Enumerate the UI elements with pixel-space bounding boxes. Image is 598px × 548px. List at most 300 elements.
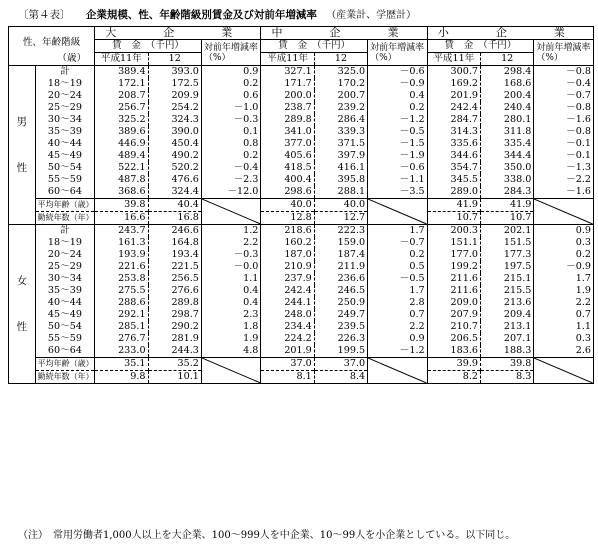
small-wage-curr: 202.1 xyxy=(481,225,534,238)
medium-wage-curr: 288.1 xyxy=(314,186,367,199)
small-wage-prev: 209.0 xyxy=(427,297,480,309)
group-header-large: 大 企 業 xyxy=(95,27,261,40)
small-wage-prev: 200.3 xyxy=(427,225,480,238)
small-value-prev: 8.2 xyxy=(427,371,480,384)
small-wage-prev: 211.6 xyxy=(427,273,480,285)
medium-rate-na xyxy=(368,199,428,225)
small-rate: －1.6 xyxy=(534,186,594,199)
table-row xyxy=(9,333,594,345)
large-wage-curr: 476.6 xyxy=(148,174,201,186)
medium-wage-prev: 400.4 xyxy=(261,174,314,186)
small-wage-curr: 350.0 xyxy=(481,162,534,174)
large-value-curr: 40.4 xyxy=(148,199,201,212)
age-label: 40～44 xyxy=(35,138,95,150)
year-prev-small: 平成11年 xyxy=(427,53,480,66)
large-wage-prev: 221.6 xyxy=(95,261,148,273)
diagonal-line xyxy=(368,199,427,224)
large-wage-prev: 325.2 xyxy=(95,114,148,126)
large-wage-prev: 172.1 xyxy=(95,78,148,90)
medium-wage-prev: 377.0 xyxy=(261,138,314,150)
large-value-prev: 16.6 xyxy=(95,212,148,225)
large-rate: －12.0 xyxy=(201,186,261,199)
medium-wage-curr: 170.2 xyxy=(314,78,367,90)
medium-wage-curr: 187.4 xyxy=(314,249,367,261)
wage-header-small: 賃 金 （千円） xyxy=(427,40,534,53)
table-row xyxy=(9,186,594,199)
small-wage-prev: 151.1 xyxy=(427,237,480,249)
large-wage-prev: 489.4 xyxy=(95,150,148,162)
small-value-prev: 10.7 xyxy=(427,212,480,225)
medium-rate: 1.7 xyxy=(368,285,428,297)
medium-value-curr: 12.7 xyxy=(314,212,367,225)
large-rate: －2.3 xyxy=(201,174,261,186)
medium-rate: 0.9 xyxy=(368,333,428,345)
medium-rate: －0.6 xyxy=(368,66,428,79)
large-rate: 1.1 xyxy=(201,273,261,285)
large-wage-curr: 324.3 xyxy=(148,114,201,126)
table-row xyxy=(9,225,594,238)
table-row xyxy=(9,285,594,297)
avg-tenure-label: 勤続年数（年） xyxy=(35,212,95,225)
age-label: 18～19 xyxy=(35,237,95,249)
small-wage-prev: 300.7 xyxy=(427,66,480,79)
table-caption xyxy=(18,6,416,22)
medium-rate: 0.7 xyxy=(368,309,428,321)
small-value-prev: 41.9 xyxy=(427,199,480,212)
age-label: 55～59 xyxy=(35,174,95,186)
large-wage-prev: 389.4 xyxy=(95,66,148,79)
large-value-prev: 35.1 xyxy=(95,358,148,371)
age-label: 45～49 xyxy=(35,309,95,321)
age-label: 30～34 xyxy=(35,273,95,285)
age-label: 45～49 xyxy=(35,150,95,162)
medium-wage-curr: 325.0 xyxy=(314,66,367,79)
large-wage-curr: 256.5 xyxy=(148,273,201,285)
medium-rate: －1.5 xyxy=(368,138,428,150)
large-wage-curr: 490.2 xyxy=(148,150,201,162)
table-title: 企業規模、性、年齢階級別賃金及び対前年増減率 xyxy=(85,9,317,21)
small-rate-na xyxy=(534,358,594,384)
medium-rate: －0.5 xyxy=(368,126,428,138)
small-rate: 0.9 xyxy=(534,225,594,238)
table-row xyxy=(9,66,594,79)
large-wage-curr: 298.7 xyxy=(148,309,201,321)
small-rate: －0.1 xyxy=(534,138,594,150)
small-rate: 1.1 xyxy=(534,321,594,333)
age-label: 25～29 xyxy=(35,261,95,273)
section-label-top: 男 xyxy=(16,116,28,128)
medium-wage-curr: 159.0 xyxy=(314,237,367,249)
large-wage-prev: 161.3 xyxy=(95,237,148,249)
small-wage-curr: 280.1 xyxy=(481,114,534,126)
avg-age-row xyxy=(9,358,594,371)
large-wage-prev: 487.8 xyxy=(95,174,148,186)
large-rate: 0.1 xyxy=(201,126,261,138)
large-rate-na xyxy=(201,199,261,225)
section-female xyxy=(9,225,594,384)
small-wage-prev: 314.3 xyxy=(427,126,480,138)
small-rate: 0.3 xyxy=(534,333,594,345)
large-value-curr: 16.8 xyxy=(148,212,201,225)
large-wage-curr: 390.0 xyxy=(148,126,201,138)
large-wage-prev: 208.7 xyxy=(95,90,148,102)
medium-wage-curr: 239.2 xyxy=(314,102,367,114)
small-wage-curr: 344.4 xyxy=(481,150,534,162)
large-wage-curr: 520.2 xyxy=(148,162,201,174)
medium-wage-prev: 405.6 xyxy=(261,150,314,162)
small-rate: －0.1 xyxy=(534,150,594,162)
small-rate-na xyxy=(534,199,594,225)
small-wage-curr: 177.3 xyxy=(481,249,534,261)
medium-rate: －0.5 xyxy=(368,273,428,285)
group-header-small: 小 企 業 xyxy=(427,27,593,40)
table-row xyxy=(9,261,594,273)
table-row xyxy=(9,102,594,114)
medium-wage-prev: 200.0 xyxy=(261,90,314,102)
medium-wage-curr: 250.9 xyxy=(314,297,367,309)
large-wage-curr: 193.4 xyxy=(148,249,201,261)
small-wage-prev: 345.5 xyxy=(427,174,480,186)
large-rate: 1.8 xyxy=(201,321,261,333)
small-wage-prev: 177.0 xyxy=(427,249,480,261)
medium-rate: 1.7 xyxy=(368,225,428,238)
age-label: 50～54 xyxy=(35,321,95,333)
large-wage-prev: 276.7 xyxy=(95,333,148,345)
small-rate: 2.6 xyxy=(534,345,594,358)
small-wage-curr: 240.4 xyxy=(481,102,534,114)
large-wage-curr: 172.5 xyxy=(148,78,201,90)
large-wage-curr: 290.2 xyxy=(148,321,201,333)
age-label: 計 xyxy=(35,66,95,79)
small-wage-prev: 354.7 xyxy=(427,162,480,174)
medium-rate-na xyxy=(368,358,428,384)
avg-tenure-label: 勤続年数（年） xyxy=(35,371,95,384)
large-value-prev: 9.8 xyxy=(95,371,148,384)
large-value-curr: 35.2 xyxy=(148,358,201,371)
table-row xyxy=(9,249,594,261)
medium-wage-curr: 236.6 xyxy=(314,273,367,285)
diagonal-line xyxy=(202,199,261,224)
large-rate: 2.3 xyxy=(201,309,261,321)
large-wage-curr: 324.4 xyxy=(148,186,201,199)
small-wage-curr: 338.0 xyxy=(481,174,534,186)
medium-rate: －1.1 xyxy=(368,174,428,186)
small-rate: －0.8 xyxy=(534,66,594,79)
medium-wage-curr: 395.8 xyxy=(314,174,367,186)
small-wage-curr: 188.3 xyxy=(481,345,534,358)
age-label: 55～59 xyxy=(35,333,95,345)
group-header-medium: 中 企 業 xyxy=(261,27,427,40)
large-wage-curr: 450.4 xyxy=(148,138,201,150)
large-rate-na xyxy=(201,358,261,384)
large-rate: －1.0 xyxy=(201,102,261,114)
medium-rate: 0.2 xyxy=(368,249,428,261)
medium-value-prev: 12.8 xyxy=(261,212,314,225)
medium-wage-prev: 218.6 xyxy=(261,225,314,238)
medium-rate: 0.2 xyxy=(368,102,428,114)
medium-value-prev: 37.0 xyxy=(261,358,314,371)
medium-wage-curr: 371.5 xyxy=(314,138,367,150)
large-rate: 0.8 xyxy=(201,138,261,150)
diagonal-line xyxy=(368,358,427,383)
small-rate: －0.9 xyxy=(534,261,594,273)
small-rate: 0.3 xyxy=(534,237,594,249)
small-wage-curr: 215.5 xyxy=(481,285,534,297)
medium-rate: －1.2 xyxy=(368,114,428,126)
small-wage-curr: 151.5 xyxy=(481,237,534,249)
large-rate: 0.2 xyxy=(201,78,261,90)
year-curr-small: 12 xyxy=(481,53,534,66)
large-wage-curr: 246.6 xyxy=(148,225,201,238)
small-wage-prev: 344.6 xyxy=(427,150,480,162)
small-wage-prev: 242.4 xyxy=(427,102,480,114)
diagonal-line xyxy=(534,199,593,224)
medium-wage-prev: 327.1 xyxy=(261,66,314,79)
table-row xyxy=(9,345,594,358)
section-male xyxy=(9,66,594,225)
small-rate: －1.6 xyxy=(534,114,594,126)
medium-wage-curr: 249.7 xyxy=(314,309,367,321)
small-wage-curr: 311.8 xyxy=(481,126,534,138)
small-wage-prev: 335.6 xyxy=(427,138,480,150)
small-wage-prev: 207.9 xyxy=(427,309,480,321)
wage-table xyxy=(8,26,594,384)
small-wage-prev: 289.0 xyxy=(427,186,480,199)
medium-wage-curr: 239.5 xyxy=(314,321,367,333)
large-wage-prev: 446.9 xyxy=(95,138,148,150)
small-rate: －1.3 xyxy=(534,162,594,174)
medium-value-curr: 37.0 xyxy=(314,358,367,371)
year-curr-medium: 12 xyxy=(314,53,367,66)
large-wage-curr: 164.8 xyxy=(148,237,201,249)
small-wage-prev: 210.7 xyxy=(427,321,480,333)
medium-wage-curr: 199.5 xyxy=(314,345,367,358)
small-wage-curr: 284.3 xyxy=(481,186,534,199)
medium-wage-prev: 238.7 xyxy=(261,102,314,114)
medium-rate: 2.8 xyxy=(368,297,428,309)
small-rate: －0.8 xyxy=(534,102,594,114)
large-rate: 0.6 xyxy=(201,90,261,102)
large-wage-prev: 292.1 xyxy=(95,309,148,321)
small-value-curr: 39.8 xyxy=(481,358,534,371)
medium-wage-prev: 201.9 xyxy=(261,345,314,358)
medium-rate: 0.5 xyxy=(368,261,428,273)
medium-wage-curr: 226.3 xyxy=(314,333,367,345)
large-wage-curr: 221.5 xyxy=(148,261,201,273)
avg-age-label: 平均年齢（歳） xyxy=(35,199,95,212)
age-label: 30～34 xyxy=(35,114,95,126)
year-prev-large: 平成11年 xyxy=(95,53,148,66)
medium-wage-prev: 187.0 xyxy=(261,249,314,261)
age-label: 25～29 xyxy=(35,102,95,114)
medium-rate: 2.2 xyxy=(368,321,428,333)
large-wage-prev: 275.5 xyxy=(95,285,148,297)
medium-rate: －0.9 xyxy=(368,78,428,90)
small-wage-curr: 298.4 xyxy=(481,66,534,79)
medium-wage-prev: 289.8 xyxy=(261,114,314,126)
medium-wage-curr: 200.7 xyxy=(314,90,367,102)
table-number: 〔第４表〕 xyxy=(18,9,71,21)
small-value-curr: 10.7 xyxy=(481,212,534,225)
avg-age-label: 平均年齢（歳） xyxy=(35,358,95,371)
large-wage-prev: 368.6 xyxy=(95,186,148,199)
large-wage-curr: 254.2 xyxy=(148,102,201,114)
medium-wage-prev: 224.2 xyxy=(261,333,314,345)
year-prev-medium: 平成11年 xyxy=(261,53,314,66)
medium-wage-prev: 418.5 xyxy=(261,162,314,174)
medium-wage-prev: 248.0 xyxy=(261,309,314,321)
large-value-curr: 10.1 xyxy=(148,371,201,384)
table-row xyxy=(9,78,594,90)
table-header xyxy=(9,27,594,66)
medium-wage-curr: 416.1 xyxy=(314,162,367,174)
large-wage-prev: 253.8 xyxy=(95,273,148,285)
large-value-prev: 39.8 xyxy=(95,199,148,212)
large-rate: 0.4 xyxy=(201,297,261,309)
medium-rate: －1.2 xyxy=(368,345,428,358)
medium-wage-curr: 397.9 xyxy=(314,150,367,162)
large-wage-curr: 209.9 xyxy=(148,90,201,102)
small-rate: 2.2 xyxy=(534,297,594,309)
section-label-bottom: 性 xyxy=(16,321,28,333)
avg-tenure-row xyxy=(9,212,594,225)
large-wage-prev: 288.6 xyxy=(95,297,148,309)
small-value-prev: 39.9 xyxy=(427,358,480,371)
small-wage-curr: 197.5 xyxy=(481,261,534,273)
small-wage-curr: 335.4 xyxy=(481,138,534,150)
diagonal-line xyxy=(534,358,593,383)
large-wage-prev: 243.7 xyxy=(95,225,148,238)
medium-wage-prev: 171.7 xyxy=(261,78,314,90)
medium-value-curr: 8.4 xyxy=(314,371,367,384)
small-rate: 0.7 xyxy=(534,309,594,321)
age-label: 50～54 xyxy=(35,162,95,174)
section-label xyxy=(9,225,36,384)
large-rate: 0.9 xyxy=(201,66,261,79)
small-rate: －0.4 xyxy=(534,78,594,90)
table-row xyxy=(9,237,594,249)
medium-wage-prev: 210.9 xyxy=(261,261,314,273)
large-wage-prev: 233.0 xyxy=(95,345,148,358)
medium-rate: －3.5 xyxy=(368,186,428,199)
small-wage-curr: 213.1 xyxy=(481,321,534,333)
age-label: 20～24 xyxy=(35,249,95,261)
medium-wage-prev: 234.4 xyxy=(261,321,314,333)
small-rate: －0.8 xyxy=(534,126,594,138)
age-label: 60～64 xyxy=(35,345,95,358)
avg-age-row xyxy=(9,199,594,212)
small-wage-prev: 183.6 xyxy=(427,345,480,358)
small-wage-curr: 168.6 xyxy=(481,78,534,90)
large-wage-prev: 256.7 xyxy=(95,102,148,114)
small-wage-prev: 206.5 xyxy=(427,333,480,345)
row-header-label: 性、年齢階級 xyxy=(22,37,81,48)
medium-wage-prev: 244.1 xyxy=(261,297,314,309)
large-wage-curr: 289.8 xyxy=(148,297,201,309)
diagonal-line xyxy=(202,358,261,383)
medium-wage-curr: 339.3 xyxy=(314,126,367,138)
table-subtitle: （産業計、学歴計） xyxy=(326,10,417,21)
small-value-curr: 41.9 xyxy=(481,199,534,212)
section-label-top: 女 xyxy=(16,275,28,287)
large-wage-prev: 522.1 xyxy=(95,162,148,174)
medium-rate: 0.4 xyxy=(368,90,428,102)
medium-wage-curr: 246.5 xyxy=(314,285,367,297)
section-label-bottom: 性 xyxy=(16,162,28,174)
small-rate: 1.7 xyxy=(534,273,594,285)
large-rate: 0.2 xyxy=(201,150,261,162)
age-unit-label: （歳） xyxy=(57,52,87,64)
age-label: 計 xyxy=(35,225,95,238)
small-rate: 1.9 xyxy=(534,285,594,297)
large-rate: 1.9 xyxy=(201,333,261,345)
small-wage-curr: 209.4 xyxy=(481,309,534,321)
section-label xyxy=(9,66,36,225)
small-wage-prev: 284.7 xyxy=(427,114,480,126)
medium-wage-prev: 341.0 xyxy=(261,126,314,138)
table-note: （注） 常用労働者1,000人以上を大企業、100～999人を中企業、10～99人を小企業としている。以下同じ。 xyxy=(18,530,516,541)
small-wage-prev: 199.2 xyxy=(427,261,480,273)
wage-header-large: 賃 金 （千円） xyxy=(95,40,202,53)
large-wage-prev: 389.6 xyxy=(95,126,148,138)
table-row xyxy=(9,273,594,285)
rate-header-large: 対前年増減率（%） xyxy=(201,40,261,66)
medium-wage-prev: 237.9 xyxy=(261,273,314,285)
table-row xyxy=(9,150,594,162)
medium-rate: －0.7 xyxy=(368,237,428,249)
medium-wage-prev: 242.4 xyxy=(261,285,314,297)
large-wage-curr: 281.9 xyxy=(148,333,201,345)
large-rate: 1.2 xyxy=(201,225,261,238)
large-wage-prev: 285.1 xyxy=(95,321,148,333)
large-rate: 2.2 xyxy=(201,237,261,249)
table-row xyxy=(9,174,594,186)
large-wage-curr: 276.6 xyxy=(148,285,201,297)
medium-wage-curr: 286.4 xyxy=(314,114,367,126)
medium-value-prev: 40.0 xyxy=(261,199,314,212)
small-wage-curr: 200.4 xyxy=(481,90,534,102)
age-label: 18～19 xyxy=(35,78,95,90)
medium-wage-prev: 298.6 xyxy=(261,186,314,199)
age-label: 60～64 xyxy=(35,186,95,199)
small-wage-prev: 201.9 xyxy=(427,90,480,102)
table-row xyxy=(9,138,594,150)
medium-wage-prev: 160.2 xyxy=(261,237,314,249)
small-wage-prev: 169.2 xyxy=(427,78,480,90)
table-row xyxy=(9,114,594,126)
age-label: 35～39 xyxy=(35,285,95,297)
table-row xyxy=(9,162,594,174)
large-rate: －0.3 xyxy=(201,114,261,126)
medium-wage-curr: 211.9 xyxy=(314,261,367,273)
medium-rate: －0.6 xyxy=(368,162,428,174)
avg-tenure-row xyxy=(9,371,594,384)
small-wage-curr: 213.6 xyxy=(481,297,534,309)
rate-header-medium: 対前年増減率（%） xyxy=(368,40,428,66)
medium-value-curr: 40.0 xyxy=(314,199,367,212)
age-label: 40～44 xyxy=(35,297,95,309)
large-rate: －0.3 xyxy=(201,249,261,261)
small-wage-curr: 207.1 xyxy=(481,333,534,345)
small-rate: －2.2 xyxy=(534,174,594,186)
age-label: 20～24 xyxy=(35,90,95,102)
rate-header-small: 対前年増減率（%） xyxy=(534,40,594,66)
medium-rate: －1.9 xyxy=(368,150,428,162)
large-rate: 0.4 xyxy=(201,285,261,297)
small-wage-curr: 215.1 xyxy=(481,273,534,285)
large-rate: －0.0 xyxy=(201,261,261,273)
table-row xyxy=(9,297,594,309)
